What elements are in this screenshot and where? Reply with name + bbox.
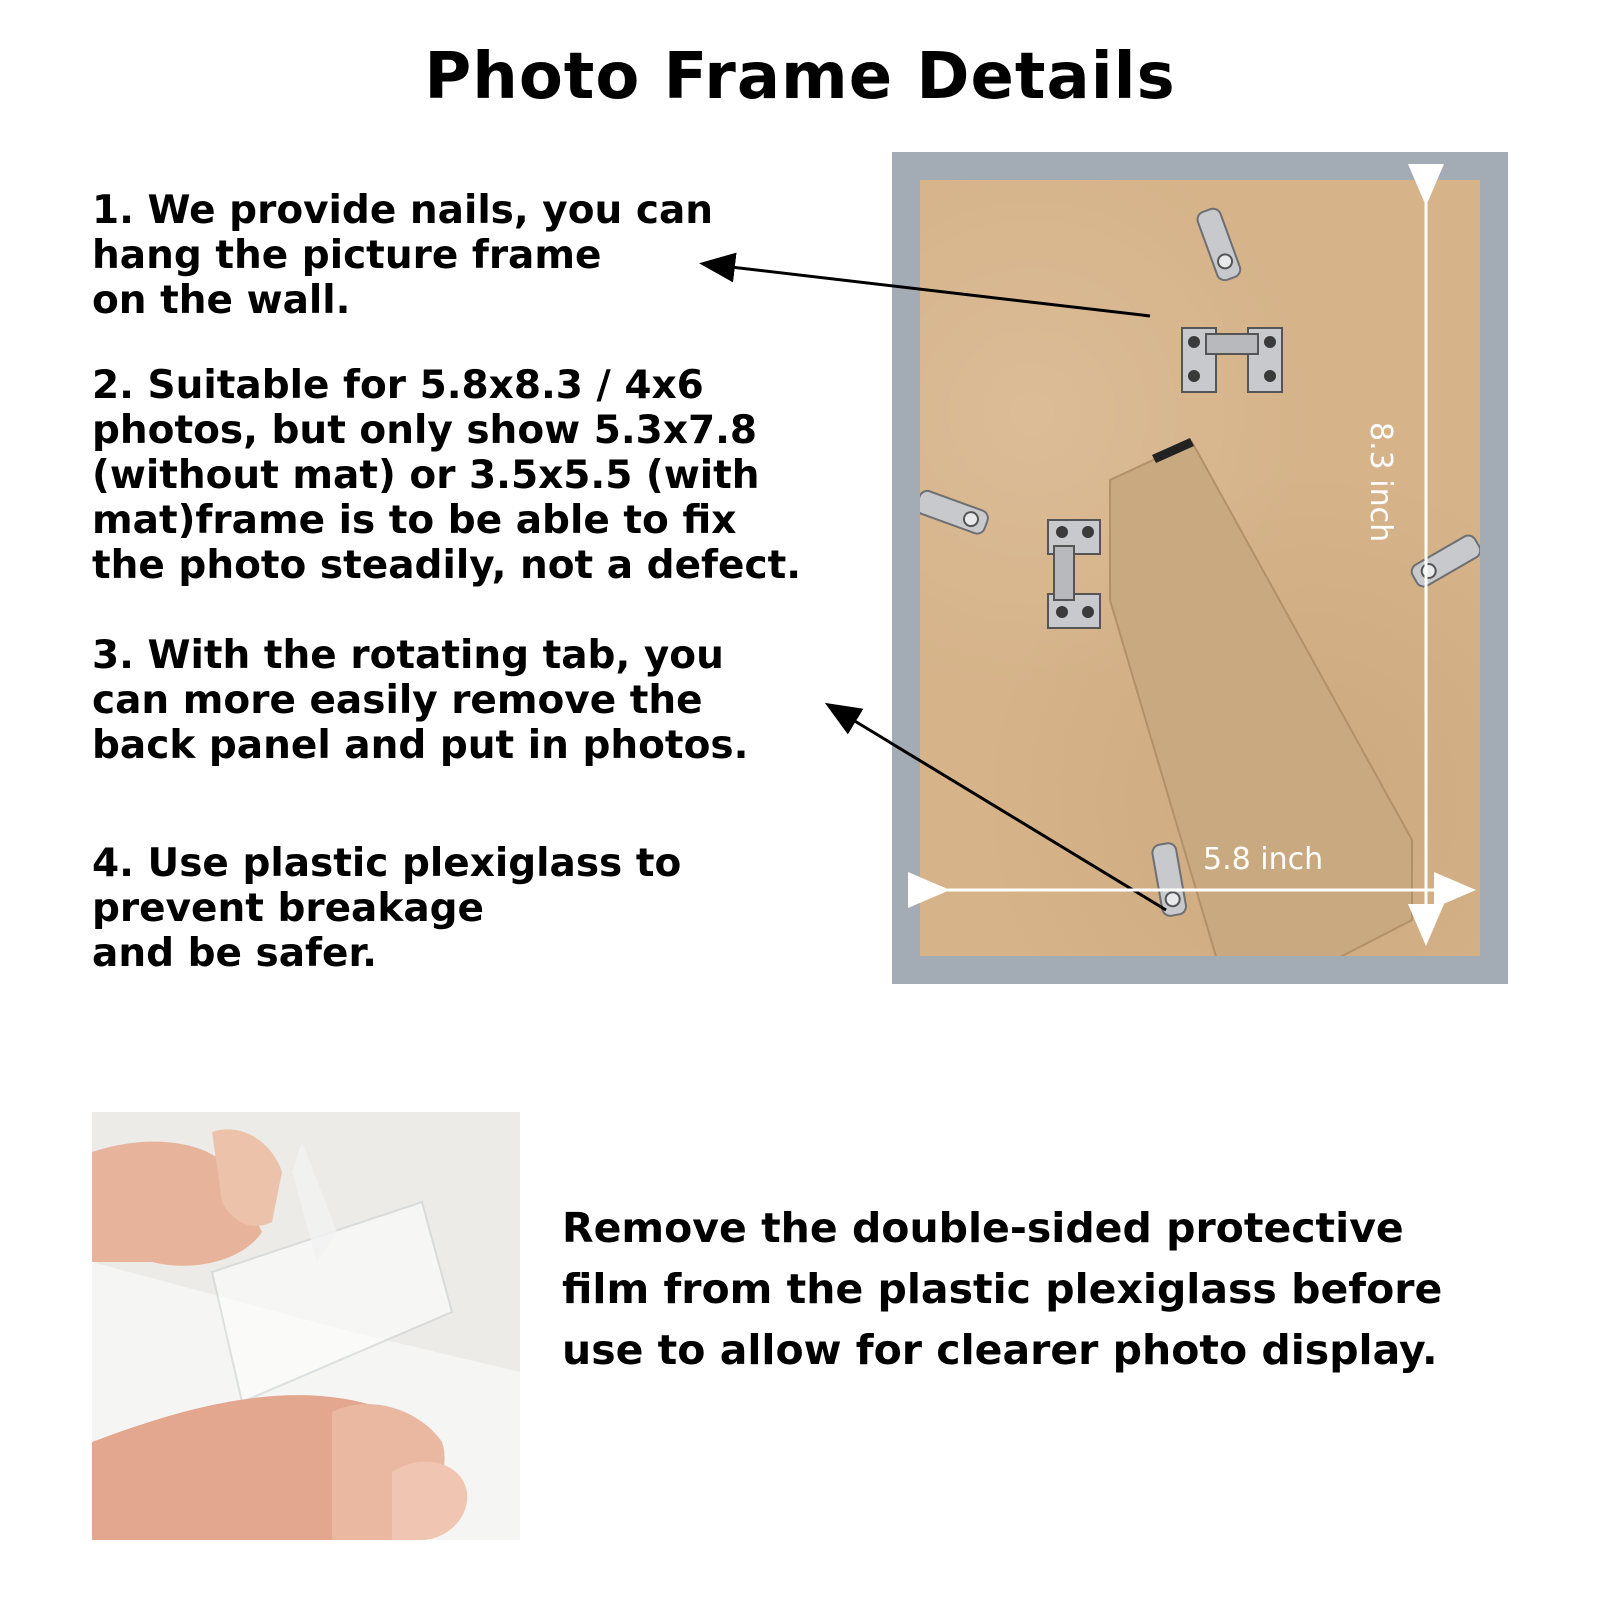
peeling-film-illustration — [92, 1112, 520, 1540]
peeling-film-photo — [92, 1112, 520, 1540]
arrow-to-hanger — [705, 264, 1150, 316]
feature-rotating-tab: 3. With the rotating tab, you can more easily remove the back panel and put in photos. — [92, 633, 749, 768]
height-label: 8.3 inch — [1363, 422, 1398, 543]
width-label: 5.8 inch — [1203, 842, 1324, 877]
feature-plexiglass: 4. Use plastic plexiglass to prevent breakage and be safer. — [92, 841, 682, 976]
page-title: Photo Frame Details — [424, 40, 1176, 114]
feature-photo-size: 2. Suitable for 5.8x8.3 / 4x6 photos, but only show 5.3x7.8 (without mat) or 3.5x5.5 (with mat)frame is to be able to fix the photo steadily, not a defect. — [92, 363, 802, 588]
feature-nails: 1. We provide nails, you can hang the picture frame on the wall. — [92, 188, 714, 323]
arrow-to-tab — [830, 706, 1166, 910]
film-removal-note: Remove the double-sided protective film from the plastic plexiglass before use to allow for clearer photo display. — [562, 1204, 1443, 1374]
